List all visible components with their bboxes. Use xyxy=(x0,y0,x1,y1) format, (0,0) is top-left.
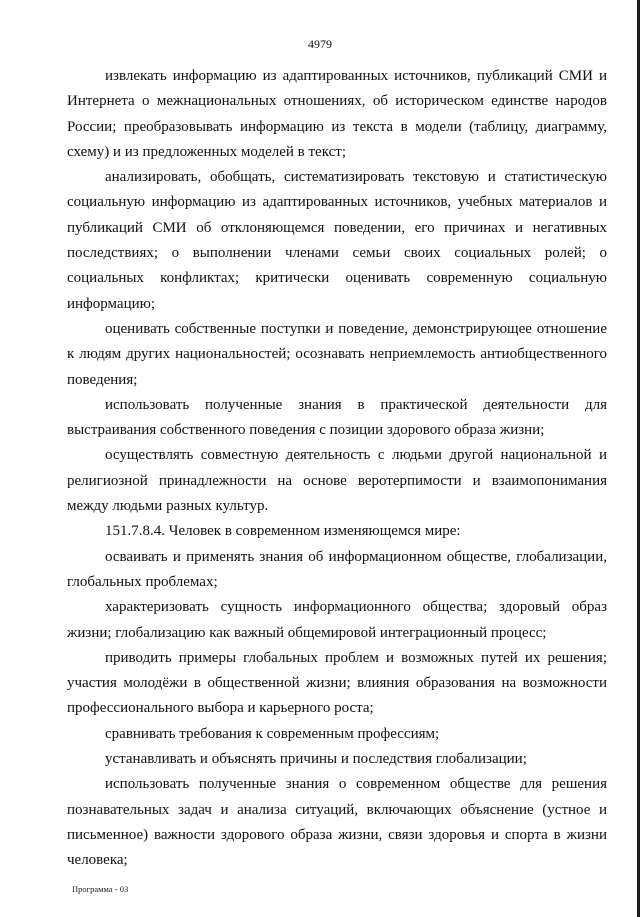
paragraph: использовать полученные знания о современном обществе для решения познавательных задач и анализа ситуаций, включающих объяснение (устное и письменное) важности здорового образа жизни, связи здоровья и спорта в жизни человека; xyxy=(67,776,607,869)
paragraph: использовать полученные знания в практической деятельности для выстраивания собственного поведения с позиции здорового образа жизни; xyxy=(67,396,607,439)
paragraph: осуществлять совместную деятельность с людьми другой национальной и религиозной принадлежности на основе веротерпимости и взаимопонимания между людьми разных культур. xyxy=(67,447,607,515)
page-number: 4979 xyxy=(308,37,332,51)
paragraph: характеризовать сущность информационного общества; здоровый образ жизни; глобализацию как важный общемировой интеграционный процесс; xyxy=(67,599,607,641)
paragraph: устанавливать и объяснять причины и последствия глобализации; xyxy=(105,751,527,768)
paragraph: анализировать, обобщать, систематизировать текстовую и статистическую социальную информацию из адаптированных источников, учебных материалов и публикаций СМИ об отклоняющемся поведении, его причинах и негативных последствиях; о выполнении членами семьи своих социальных ролей; о социальных конфликтах; критически оценивать современную социальную информацию; xyxy=(67,169,607,312)
footer-label: Программа - 03 xyxy=(72,884,129,894)
paragraph: извлекать информацию из адаптированных источников, публикаций СМИ и Интернета о межнациональных отношениях, об историческом единстве народов России; преобразовывать информацию из текста в модели (таблицу, диаграмму, схему) и из предложенных моделей в текст; xyxy=(67,68,607,160)
document-body xyxy=(67,64,607,874)
paragraph: осваивать и применять знания об информационном обществе, глобализации, глобальных проблемах; xyxy=(67,548,607,590)
section-heading: 151.7.8.4. Человек в современном изменяющемся мире: xyxy=(105,523,461,540)
paragraph: оценивать собственные поступки и поведение, демонстрирующее отношение к людям других национальностей; осознавать неприемлемость антиобщественного поведения; xyxy=(67,320,607,388)
paragraph: сравнивать требования к современным профессиям; xyxy=(105,725,440,742)
paragraph: приводить примеры глобальных проблем и возможных путей их решения; участия молодёжи в общественной жизни; влияния образования на возможности профессионального выбора и карьерного роста; xyxy=(67,649,607,717)
